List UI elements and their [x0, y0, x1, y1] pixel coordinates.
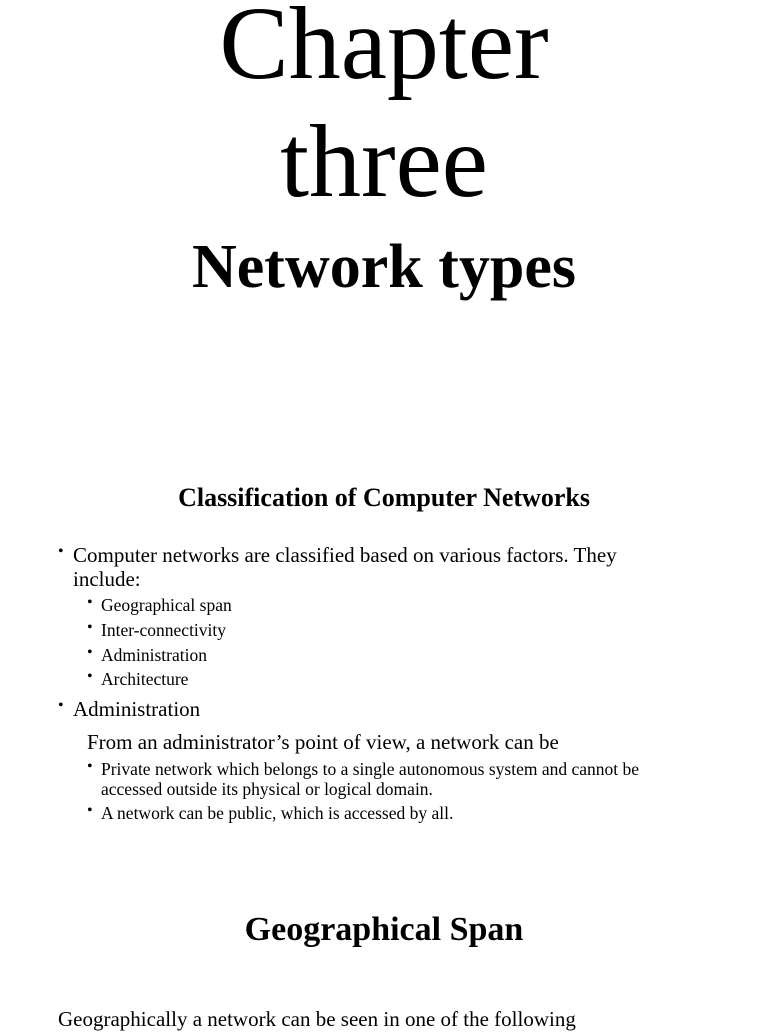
intro-text-line2: include: [73, 567, 141, 591]
bullet-dot: • [87, 644, 93, 661]
bullet-dot: • [87, 668, 93, 685]
geo-partial-text: Geographically a network can be seen in one of the following [58, 1007, 576, 1031]
admin-lead-text: From an administrator’s point of view, a network can be [87, 730, 559, 754]
factor-label: Geographical span [101, 595, 232, 615]
bullet-dot: • [58, 543, 64, 560]
bullet-dot: • [87, 594, 93, 611]
bullet-dot: • [58, 697, 64, 714]
bullet-dot: • [87, 802, 93, 819]
admin-point-text-line2: accessed outside its physical or logical domain. [101, 779, 433, 799]
bullet-dot: • [87, 758, 93, 775]
admin-point-text-line1: Private network which belongs to a single autonomous system and cannot be [101, 759, 640, 779]
factor-label: Inter-connectivity [101, 620, 227, 640]
geo-heading: Geographical Span [244, 911, 524, 948]
intro-text-line1: Computer networks are classified based on various factors. They [73, 543, 617, 567]
chapter-title-line2: three [280, 104, 488, 219]
factor-label: Architecture [101, 669, 189, 689]
classification-heading: Classification of Computer Networks [178, 483, 590, 512]
bullet-dot: • [87, 619, 93, 636]
admin-label: Administration [73, 697, 201, 721]
admin-point-text: A network can be public, which is accessed by all. [101, 803, 454, 823]
chapter-title-line1: Chapter [219, 0, 549, 101]
chapter-subtitle: Network types [192, 233, 576, 301]
factor-label: Administration [101, 645, 207, 665]
